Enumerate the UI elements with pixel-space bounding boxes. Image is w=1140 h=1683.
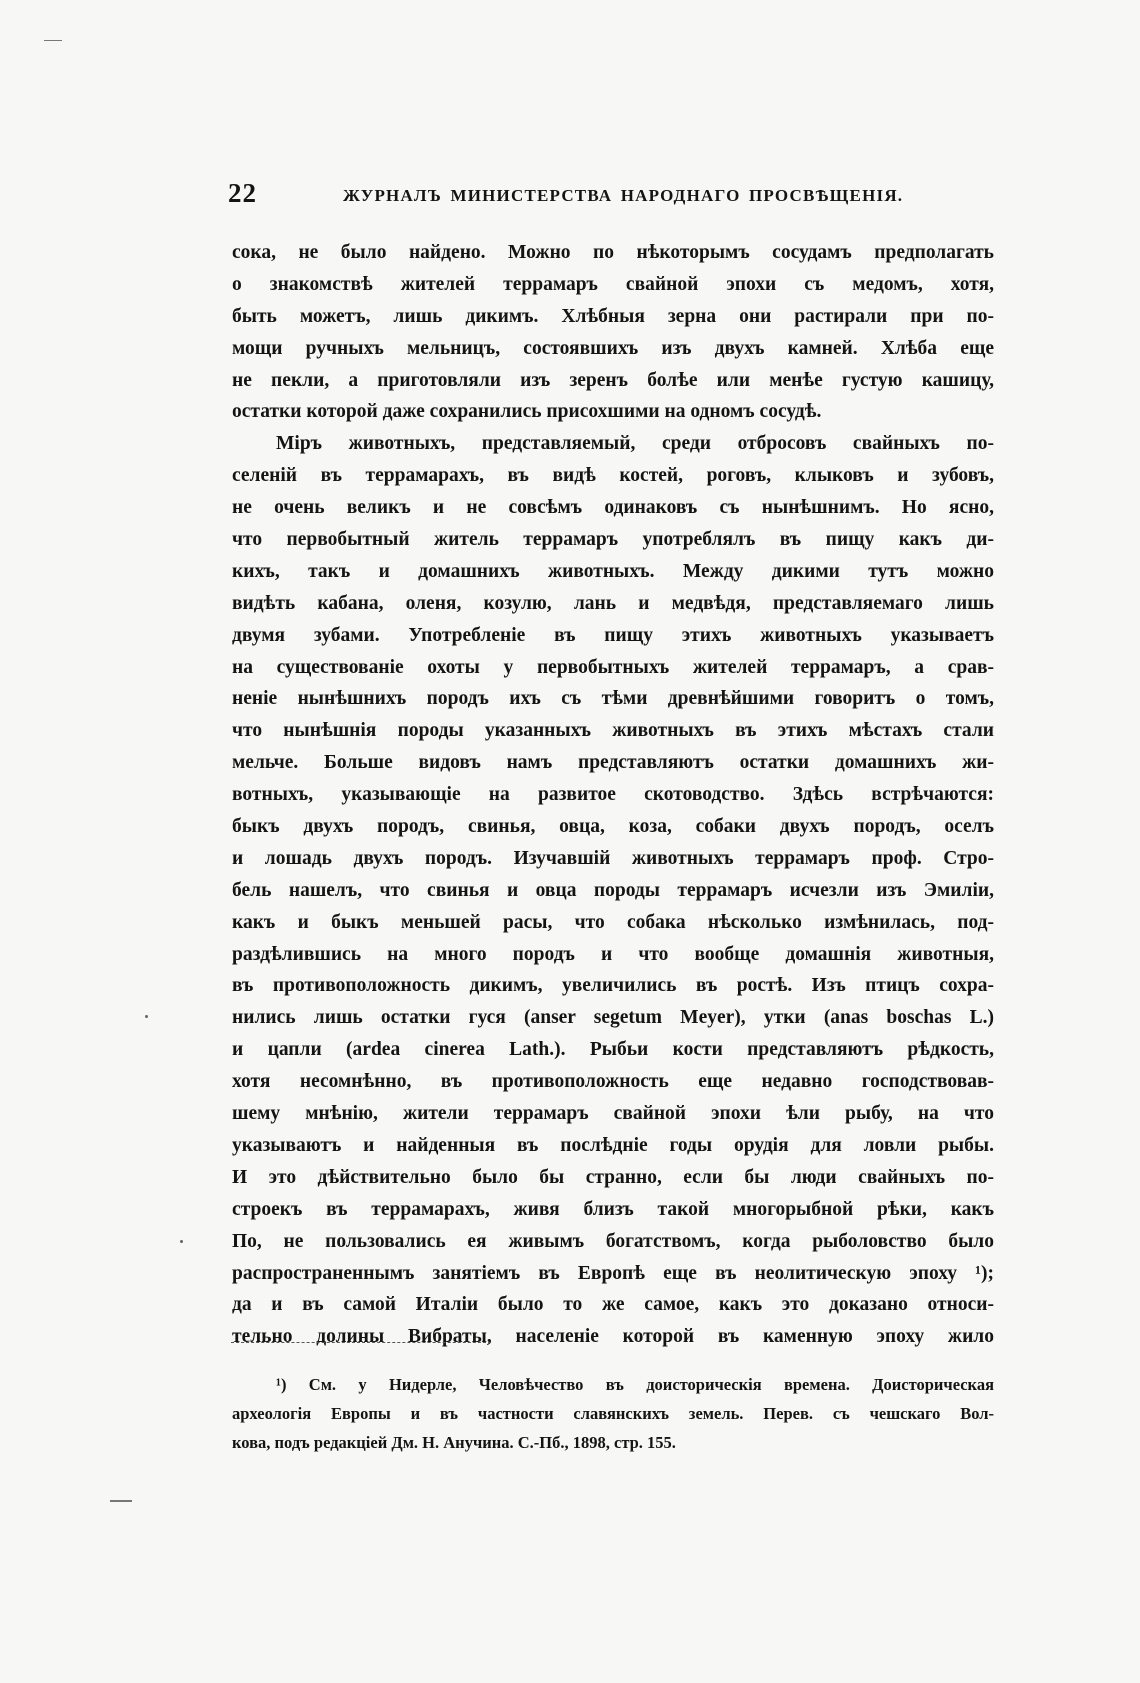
scan-artifact-top: [44, 40, 62, 41]
footnote-divider: [231, 1342, 491, 1343]
scan-speck: [145, 1015, 148, 1018]
text-line: быть можетъ, лишь дикимъ. Хлѣбныя зерна они растирали при по-: [232, 305, 994, 327]
text-line: И это дѣйствительно было бы странно, если бы люди свайныхъ по-: [232, 1166, 994, 1188]
text-line: мельче. Больше видовъ намъ представляютъ остатки домашнихъ жи-: [232, 752, 994, 774]
text-line: быкъ двухъ породъ, свинья, овца, коза, собаки двухъ породъ, оселъ: [232, 816, 994, 838]
text-line: о знакомствѣ жителей террамаръ свайной эпохи съ медомъ, хотя,: [232, 273, 994, 295]
scan-artifact-bottom: [110, 1500, 132, 1502]
text-line: двумя зубами. Употребленіе въ пищу этихъ животныхъ указываетъ: [232, 624, 994, 646]
footnote-line: кова, подъ редакціей Дм. Н. Анучина. С.-Пб., 1898, стр. 155.: [232, 1433, 676, 1452]
text-line: хотя несомнѣнно, въ противоположность еще недавно господствовав-: [232, 1071, 994, 1093]
text-line: бель нашелъ, что свинья и овца породы террамаръ исчезли изъ Эмиліи,: [232, 879, 994, 901]
main-text: [232, 237, 994, 1353]
text-line: сока, не было найдено. Можно по нѣкоторымъ сосудамъ предполагать: [232, 242, 994, 263]
text-line: мощи ручныхъ мельницъ, состоявшихъ изъ двухъ камней. Хлѣба еще: [232, 337, 994, 359]
text-line: тельно долины Вибраты, населеніе которой въ каменную эпоху жило: [232, 1326, 994, 1348]
text-line: въ противоположность дикимъ, увеличились въ ростѣ. Изъ птицъ сохра-: [232, 975, 994, 997]
text-line: нились лишь остатки гуся (anser segetum Meyer), утки (anas boschas L.): [232, 1007, 994, 1029]
text-line: что первобытный житель террамаръ употреблялъ въ пищу какъ ди-: [232, 529, 994, 551]
text-line: остатки которой даже сохранились присохшими на одномъ сосудѣ.: [232, 401, 822, 423]
footnote-line: ¹) См. у Нидерле, Человѣчество въ доисторическія времена. Доисторическая: [276, 1375, 994, 1394]
running-head: [228, 178, 928, 210]
text-line: указываютъ и найденныя въ послѣдніе годы орудія для ловли рыбы.: [232, 1134, 994, 1156]
text-line: строекъ въ террамарахъ, живя близъ такой многорыбной рѣки, какъ: [232, 1198, 994, 1220]
text-line: какъ и быкъ меньшей расы, что собака нѣсколько измѣнилась, под-: [232, 911, 994, 933]
journal-title: ЖУРНАЛЪ МИНИСТЕРСТВА НАРОДНАГО ПРОСВѢЩЕНІЯ.: [343, 186, 904, 205]
text-line: не пекли, а приготовляли изъ зеренъ болѣе или менѣе густую кашицу,: [232, 369, 994, 391]
text-line: не очень великъ и не совсѣмъ одинаковъ съ нынѣшнимъ. Но ясно,: [232, 497, 994, 519]
text-line: и цапли (ardea cinerea Lath.). Рыбьи кости представляютъ рѣдкость,: [232, 1039, 994, 1061]
text-line: да и въ самой Италіи было то же самое, какъ это доказано относи-: [232, 1294, 994, 1316]
page-number: 22: [228, 178, 257, 208]
footnotes: [232, 1370, 994, 1457]
text-line: и лошадь двухъ породъ. Изучавшій животныхъ террамаръ проф. Стро-: [232, 847, 994, 869]
text-line: что нынѣшнія породы указанныхъ животныхъ въ этихъ мѣстахъ стали: [232, 720, 994, 742]
text-line: шему мнѣнію, жители террамаръ свайной эпохи ѣли рыбу, на что: [232, 1103, 994, 1125]
text-line: селеній въ террамарахъ, въ видѣ костей, роговъ, клыковъ и зубовъ,: [232, 465, 994, 487]
text-line: видѣть кабана, оленя, козулю, лань и медвѣдя, представляемаго лишь: [232, 592, 994, 614]
scan-speck: [180, 1240, 183, 1243]
text-line: распространеннымъ занятіемъ въ Европѣ еще въ неолитическую эпоху ¹);: [232, 1262, 994, 1284]
footnote-line: археологія Европы и въ частности славянскихъ земель. Перев. съ чешскаго Вол-: [232, 1404, 994, 1423]
text-line: По, не пользовались ея живымъ богатствомъ, когда рыболовство было: [232, 1230, 994, 1252]
text-line: Міръ животныхъ, представляемый, среди отбросовъ свайныхъ по-: [276, 433, 994, 455]
text-line: на существованіе охоты у первобытныхъ жителей террамаръ, а срав-: [232, 656, 994, 678]
text-line: вотныхъ, указывающіе на развитое скотоводство. Здѣсь встрѣчаются:: [232, 784, 994, 806]
text-line: раздѣлившись на много породъ и что вообще домашнія животныя,: [232, 943, 994, 965]
text-line: неніе нынѣшнихъ породъ ихъ съ тѣми древнѣйшими говоритъ о томъ,: [232, 688, 994, 710]
text-line: кихъ, такъ и домашнихъ животныхъ. Между дикими тутъ можно: [232, 560, 994, 582]
